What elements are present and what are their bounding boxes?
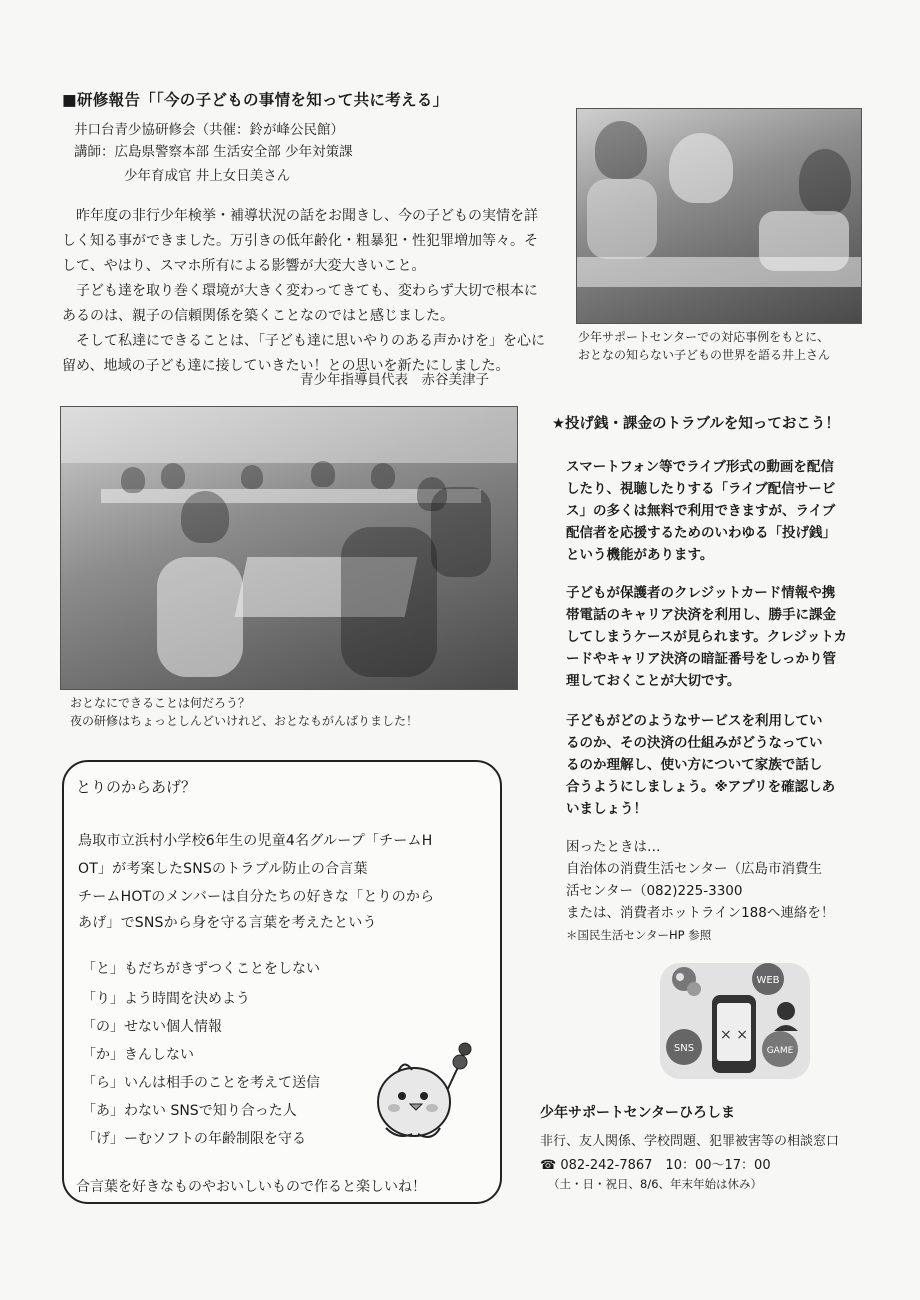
sns-label: SNS	[673, 1043, 695, 1054]
toriniko-rule: 「ら」いんは相手のことを考えて送信	[82, 1075, 320, 1091]
toriniko-title: とりのからあげ？	[76, 778, 197, 796]
toriniko-intro-line: あげ」でSNSから身を守る言葉を考えたという	[78, 915, 377, 931]
text-line: 活センター（082)225-3300	[566, 883, 743, 899]
text-line: スマートフォン等でライブ形式の動画を配信	[566, 459, 834, 475]
trouble-heading: ★投げ銭・課金のトラブルを知っておこう！	[552, 416, 840, 432]
support-center-name: 少年サポートセンターひろしま	[540, 1105, 736, 1121]
report-paragraph: 子ども達を取り巻く環境が大きく変わってきても、変わらず大切で根本にあるのは、親子の信頼関係を築くことなのではと感じました。	[62, 283, 538, 324]
left-photo-caption-1: おとなにできることは何だろう？	[70, 696, 251, 710]
text-line: いましょう！	[566, 801, 647, 817]
svg-text:× ×: × ×	[720, 1027, 748, 1043]
toriniko-rule: 「と」もだちがきずつくことをしない	[82, 961, 320, 977]
right-photo-caption-1: 少年サポートセンターでの対応事例をもとに、	[578, 330, 830, 344]
report-title: ■研修報告「「今の子どもの事情を知って共に考える」	[62, 91, 449, 109]
text-line: 配信者を応援するためのいわゆる「投げ銭」	[566, 525, 836, 541]
text-line: るのか理解し、使い方について家族で話し	[566, 757, 823, 773]
report-paragraph: 昨年度の非行少年検挙・補導状況の話をお聞きし、今の子どもの実情を詳しく知る事ができました。万引きの低年齢化・粗暴犯・性犯罪増加等々。そして、やはり、スマホ所有による影響が大変大きいこと。	[62, 208, 538, 274]
toriniko-rule: 「の」せない個人情報	[82, 1019, 222, 1035]
toriniko-intro-line: チームHOTのメンバーは自分たちの好きな「とりのから	[78, 889, 435, 905]
toriniko-intro-line: 鳥取市立浜村小学校6年生の児童4名グループ「チームH	[78, 833, 433, 849]
text-line: 子どもがどのようなサービスを利用してい	[566, 713, 823, 729]
meeting-photo	[60, 406, 518, 690]
web-label: WEB	[756, 975, 780, 986]
text-line: 合うようにしましょう。※アプリを確認しあ	[566, 779, 836, 795]
chick-mascot-icon	[368, 1040, 480, 1150]
text-line: 子どもが保護者のクレジットカード情報や携	[566, 585, 836, 601]
toriniko-rule: 「り」よう時間を決めよう	[82, 991, 250, 1007]
smartphone-sns-icon	[650, 955, 820, 1085]
text-line: または、消費者ホットライン188へ連絡を！	[566, 905, 835, 921]
toriniko-footer: 合言葉を好きなものやおいしいもので作ると楽しいね！	[76, 1179, 426, 1195]
text-line: ードやキャリア決済の暗証番号をしっかり管	[566, 651, 836, 667]
lecture-photo	[576, 108, 862, 324]
trouble-paragraph-3	[566, 710, 876, 820]
text-line: したり、視聴したりする「ライブ配信サービ	[566, 481, 836, 497]
text-line: 困ったときは…	[566, 839, 661, 855]
support-center-hours: （土・日・祝日、8/6、年末年始は休み）	[548, 1177, 763, 1191]
report-signature: 青少年指導員代表 赤谷美津子	[300, 372, 489, 388]
report-lecturer-role: 少年育成官 井上女日美さん	[124, 168, 291, 184]
text-line: ス」の多くは無料で利用できますが、ライブ	[566, 503, 836, 519]
support-center-desc: 非行、友人関係、学校問題、犯罪被害等の相談窓口	[540, 1134, 840, 1149]
support-center-phone: ☎ 082-242-7867 10：00〜17：00	[540, 1158, 771, 1173]
report-paragraph: そして私達にできることは、「子ども達に思いやりのある声かけを」を心に留め、地域の子ども達に接していきたい！との思いを新たにしました。	[62, 333, 545, 374]
toriniko-intro-line: OT」が考案したSNSのトラブル防止の合言葉	[78, 861, 368, 877]
text-line: してしまうケースが見られます。クレジットカ	[566, 629, 848, 645]
report-organizer: 井口台青少協研修会（共催：鈴が峰公民館）	[74, 122, 344, 138]
left-photo-caption-2: 夜の研修はちょっとしんどいけれど、おとなもがんばりました！	[70, 714, 419, 728]
toriniko-rule: 「げ」ーむソフトの年齢制限を守る	[82, 1131, 306, 1147]
right-photo-caption-2: おとなの知らない子どもの世界を語る井上さん	[578, 348, 831, 362]
toriniko-rule: 「か」きんしない	[82, 1047, 194, 1063]
source-note: ＊国民生活センターHP 参照	[566, 928, 712, 942]
trouble-contact	[566, 836, 876, 946]
text-line: るのか、その決済の仕組みがどうなってい	[566, 735, 823, 751]
game-label: GAME	[766, 1046, 794, 1056]
text-line: 自治体の消費生活センター（広島市消費生	[566, 861, 822, 877]
text-line: という機能があります。	[566, 547, 714, 563]
trouble-paragraph-2	[566, 582, 876, 692]
text-line: 帯電話のキャリア決済を利用し、勝手に課金	[566, 607, 836, 623]
report-body	[62, 204, 546, 379]
text-line: 理しておくことが大切です。	[566, 673, 741, 689]
trouble-paragraph-1	[566, 456, 876, 566]
report-lecturer: 講師：広島県警察本部 生活安全部 少年対策課	[74, 144, 353, 160]
toriniko-rule: 「あ」わない SNSで知り合った人	[82, 1103, 297, 1119]
